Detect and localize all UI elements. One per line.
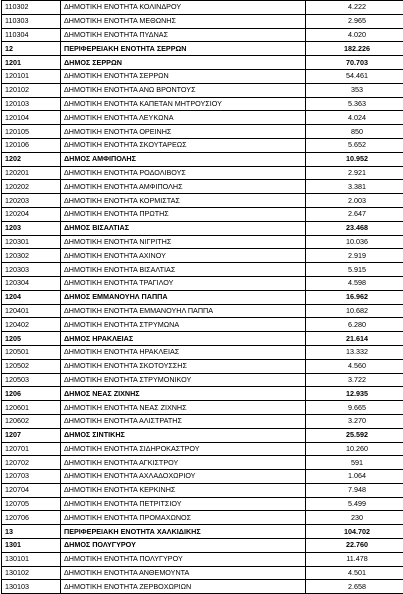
table-row (2, 1, 403, 15)
row-population: 2.647 (306, 207, 403, 221)
row-name: ΔΗΜΟΤΙΚΗ ΕΝΟΤΗΤΑ ΑΝΘΕΜΟΥΝΤΑ (61, 566, 306, 580)
row-population: 4.560 (306, 359, 403, 373)
row-population: 850 (306, 125, 403, 139)
row-population: 2.658 (306, 580, 403, 594)
row-name: ΔΗΜΟΤΙΚΗ ΕΝΟΤΗΤΑ ΣΚΟΤΟΥΣΣΗΣ (61, 359, 306, 373)
row-population: 6.280 (306, 318, 403, 332)
row-name: ΔΗΜΟΤΙΚΗ ΕΝΟΤΗΤΑ ΣΕΡΡΩΝ (61, 69, 306, 83)
row-population: 10.036 (306, 235, 403, 249)
row-population: 2.919 (306, 249, 403, 263)
row-code: 120601 (2, 401, 61, 415)
table-row (2, 249, 403, 263)
row-population: 25.592 (306, 428, 403, 442)
row-code: 130101 (2, 552, 61, 566)
row-code: 1207 (2, 428, 61, 442)
row-name: ΔΗΜΟΤΙΚΗ ΕΝΟΤΗΤΑ ΝΙΓΡΙΤΗΣ (61, 235, 306, 249)
row-population: 54.461 (306, 69, 403, 83)
row-code: 120703 (2, 470, 61, 484)
table-row (2, 442, 403, 456)
row-name: ΔΗΜΟΤΙΚΗ ΕΝΟΤΗΤΑ ΠΟΛΥΓΥΡΟΥ (61, 552, 306, 566)
table-row-subtotal (2, 332, 403, 346)
row-population: 104.702 (306, 525, 403, 539)
row-code: 110302 (2, 1, 61, 15)
table-row (2, 511, 403, 525)
row-population: 70.703 (306, 56, 403, 70)
row-name: ΔΗΜΟΣ ΗΡΑΚΛΕΙΑΣ (61, 332, 306, 346)
row-name: ΔΗΜΟΤΙΚΗ ΕΝΟΤΗΤΑ ΚΟΡΜΙΣΤΑΣ (61, 194, 306, 208)
row-name: ΠΕΡΙΦΕΡΕΙΑΚΗ ΕΝΟΤΗΤΑ ΧΑΛΚΙΔΙΚΗΣ (61, 525, 306, 539)
row-name: ΔΗΜΟΣ ΝΕΑΣ ΖΙΧΝΗΣ (61, 387, 306, 401)
table-row-subtotal (2, 221, 403, 235)
population-table (1, 0, 403, 594)
table-row (2, 304, 403, 318)
row-name: ΔΗΜΟΣ ΣΕΡΡΩΝ (61, 56, 306, 70)
row-population: 5.915 (306, 263, 403, 277)
row-population: 4.024 (306, 111, 403, 125)
table-row (2, 401, 403, 415)
row-name: ΔΗΜΟΤΙΚΗ ΕΝΟΤΗΤΑ ΑΧΛΑΔΟΧΩΡΙΟΥ (61, 470, 306, 484)
row-code: 1301 (2, 539, 61, 553)
table-row-subtotal (2, 290, 403, 304)
row-code: 110303 (2, 14, 61, 28)
row-population: 10.952 (306, 152, 403, 166)
table-row (2, 69, 403, 83)
row-name: ΔΗΜΟΤΙΚΗ ΕΝΟΤΗΤΑ ΑΧΙΝΟΥ (61, 249, 306, 263)
row-code: 120104 (2, 111, 61, 125)
row-name: ΔΗΜΟΤΙΚΗ ΕΝΟΤΗΤΑ ΜΕΘΩΝΗΣ (61, 14, 306, 28)
row-population: 4.222 (306, 1, 403, 15)
row-code: 120201 (2, 166, 61, 180)
row-name: ΔΗΜΟΣ ΠΟΛΥΓΥΡΟΥ (61, 539, 306, 553)
table-row-subtotal (2, 539, 403, 553)
row-code: 120705 (2, 497, 61, 511)
row-name: ΔΗΜΟΤΙΚΗ ΕΝΟΤΗΤΑ ΟΡΕΙΝΗΣ (61, 125, 306, 139)
row-code: 120501 (2, 345, 61, 359)
row-code: 1206 (2, 387, 61, 401)
row-name: ΔΗΜΟΤΙΚΗ ΕΝΟΤΗΤΑ ΤΡΑΓΙΛΟΥ (61, 276, 306, 290)
row-population: 3.722 (306, 373, 403, 387)
table-row (2, 111, 403, 125)
row-code: 120701 (2, 442, 61, 456)
row-population: 16.962 (306, 290, 403, 304)
row-name: ΔΗΜΟΤΙΚΗ ΕΝΟΤΗΤΑ ΠΡΩΤΗΣ (61, 207, 306, 221)
row-name: ΔΗΜΟΤΙΚΗ ΕΝΟΤΗΤΑ ΗΡΑΚΛΕΙΑΣ (61, 345, 306, 359)
row-population: 3.270 (306, 414, 403, 428)
row-population: 10.260 (306, 442, 403, 456)
table-row (2, 318, 403, 332)
row-code: 1203 (2, 221, 61, 235)
row-code: 110304 (2, 28, 61, 42)
row-code: 120401 (2, 304, 61, 318)
row-population: 7.948 (306, 483, 403, 497)
row-code: 120301 (2, 235, 61, 249)
row-population: 22.760 (306, 539, 403, 553)
row-population: 12.935 (306, 387, 403, 401)
row-code: 120302 (2, 249, 61, 263)
row-name: ΔΗΜΟΤΙΚΗ ΕΝΟΤΗΤΑ ΒΙΣΑΛΤΙΑΣ (61, 263, 306, 277)
row-name: ΔΗΜΟΤΙΚΗ ΕΝΟΤΗΤΑ ΚΑΠΕΤΑΝ ΜΗΤΡΟΥΣΙΟΥ (61, 97, 306, 111)
row-code: 1204 (2, 290, 61, 304)
table-row (2, 456, 403, 470)
table-row (2, 138, 403, 152)
row-population: 1.064 (306, 470, 403, 484)
row-population: 182.226 (306, 42, 403, 56)
table-row (2, 97, 403, 111)
table-row (2, 125, 403, 139)
row-code: 120704 (2, 483, 61, 497)
table-row-subtotal (2, 56, 403, 70)
row-code: 13 (2, 525, 61, 539)
row-code: 120702 (2, 456, 61, 470)
table-row-subtotal (2, 152, 403, 166)
row-name: ΔΗΜΟΤΙΚΗ ΕΝΟΤΗΤΑ ΕΜΜΑΝΟΥΗΛ ΠΑΠΠΑ (61, 304, 306, 318)
row-name: ΔΗΜΟΤΙΚΗ ΕΝΟΤΗΤΑ ΑΜΦΙΠΟΛΗΣ (61, 180, 306, 194)
row-name: ΔΗΜΟΣ ΣΙΝΤΙΚΗΣ (61, 428, 306, 442)
row-population: 5.363 (306, 97, 403, 111)
table-row-subtotal (2, 428, 403, 442)
table-row (2, 166, 403, 180)
row-code: 130103 (2, 580, 61, 594)
row-name: ΔΗΜΟΤΙΚΗ ΕΝΟΤΗΤΑ ΣΙΔΗΡΟΚΑΣΤΡΟΥ (61, 442, 306, 456)
row-name: ΔΗΜΟΤΙΚΗ ΕΝΟΤΗΤΑ ΚΕΡΚΙΝΗΣ (61, 483, 306, 497)
table-row-subtotal (2, 525, 403, 539)
table-row (2, 14, 403, 28)
table-row (2, 359, 403, 373)
row-population: 5.499 (306, 497, 403, 511)
table-row (2, 414, 403, 428)
table-row (2, 180, 403, 194)
table-row (2, 470, 403, 484)
row-name: ΔΗΜΟΣ ΕΜΜΑΝΟΥΗΛ ΠΑΠΠΑ (61, 290, 306, 304)
row-name: ΔΗΜΟΤΙΚΗ ΕΝΟΤΗΤΑ ΑΛΙΣΤΡΑΤΗΣ (61, 414, 306, 428)
row-name: ΔΗΜΟΤΙΚΗ ΕΝΟΤΗΤΑ ΠΡΟΜΑΧΩΝΟΣ (61, 511, 306, 525)
row-code: 120706 (2, 511, 61, 525)
row-code: 120101 (2, 69, 61, 83)
row-name: ΔΗΜΟΤΙΚΗ ΕΝΟΤΗΤΑ ΡΟΔΟΛΙΒΟΥΣ (61, 166, 306, 180)
row-code: 130102 (2, 566, 61, 580)
row-population: 9.665 (306, 401, 403, 415)
table-row (2, 28, 403, 42)
row-code: 120304 (2, 276, 61, 290)
row-code: 120402 (2, 318, 61, 332)
row-population: 10.682 (306, 304, 403, 318)
table-row (2, 345, 403, 359)
table-row-subtotal (2, 42, 403, 56)
table-row (2, 373, 403, 387)
table-row (2, 552, 403, 566)
row-code: 120502 (2, 359, 61, 373)
table-body (2, 1, 403, 594)
row-population: 230 (306, 511, 403, 525)
table-row (2, 194, 403, 208)
row-population: 591 (306, 456, 403, 470)
table-row-subtotal (2, 387, 403, 401)
row-name: ΔΗΜΟΤΙΚΗ ΕΝΟΤΗΤΑ ΚΟΛΙΝΔΡΟΥ (61, 1, 306, 15)
table-row (2, 497, 403, 511)
row-population: 4.020 (306, 28, 403, 42)
row-population: 2.921 (306, 166, 403, 180)
row-population: 3.381 (306, 180, 403, 194)
row-code: 12 (2, 42, 61, 56)
row-code: 120103 (2, 97, 61, 111)
row-population: 23.468 (306, 221, 403, 235)
row-code: 120106 (2, 138, 61, 152)
table-row (2, 580, 403, 594)
row-population: 2.003 (306, 194, 403, 208)
row-population: 5.652 (306, 138, 403, 152)
row-code: 120202 (2, 180, 61, 194)
row-name: ΔΗΜΟΤΙΚΗ ΕΝΟΤΗΤΑ ΑΝΩ ΒΡΟΝΤΟΥΣ (61, 83, 306, 97)
row-population: 13.332 (306, 345, 403, 359)
row-name: ΔΗΜΟΤΙΚΗ ΕΝΟΤΗΤΑ ΣΤΡΥΜΩΝΑ (61, 318, 306, 332)
row-code: 1202 (2, 152, 61, 166)
row-code: 120105 (2, 125, 61, 139)
row-name: ΔΗΜΟΤΙΚΗ ΕΝΟΤΗΤΑ ΣΤΡΥΜΟΝΙΚΟΥ (61, 373, 306, 387)
row-name: ΠΕΡΙΦΕΡΕΙΑΚΗ ΕΝΟΤΗΤΑ ΣΕΡΡΩΝ (61, 42, 306, 56)
row-name: ΔΗΜΟΤΙΚΗ ΕΝΟΤΗΤΑ ΛΕΥΚΩΝΑ (61, 111, 306, 125)
row-code: 120503 (2, 373, 61, 387)
row-name: ΔΗΜΟΤΙΚΗ ΕΝΟΤΗΤΑ ΖΕΡΒΟΧΩΡΙΩΝ (61, 580, 306, 594)
row-population: 353 (306, 83, 403, 97)
row-code: 1205 (2, 332, 61, 346)
table-row (2, 207, 403, 221)
row-name: ΔΗΜΟΤΙΚΗ ΕΝΟΤΗΤΑ ΝΕΑΣ ΖΙΧΝΗΣ (61, 401, 306, 415)
table-row (2, 83, 403, 97)
row-code: 1201 (2, 56, 61, 70)
row-code: 120204 (2, 207, 61, 221)
row-name: ΔΗΜΟΤΙΚΗ ΕΝΟΤΗΤΑ ΣΚΟΥΤΑΡΕΩΣ (61, 138, 306, 152)
row-population: 21.614 (306, 332, 403, 346)
row-population: 4.501 (306, 566, 403, 580)
row-population: 4.598 (306, 276, 403, 290)
row-name: ΔΗΜΟΤΙΚΗ ΕΝΟΤΗΤΑ ΠΥΔΝΑΣ (61, 28, 306, 42)
row-code: 120203 (2, 194, 61, 208)
table-row (2, 276, 403, 290)
row-name: ΔΗΜΟΤΙΚΗ ΕΝΟΤΗΤΑ ΠΕΤΡΙΤΣΙΟΥ (61, 497, 306, 511)
table-row (2, 483, 403, 497)
row-name: ΔΗΜΟΣ ΑΜΦΙΠΟΛΗΣ (61, 152, 306, 166)
table-row (2, 263, 403, 277)
row-population: 2.965 (306, 14, 403, 28)
table-row (2, 235, 403, 249)
row-population: 11.478 (306, 552, 403, 566)
row-code: 120602 (2, 414, 61, 428)
table-row (2, 566, 403, 580)
row-name: ΔΗΜΟΣ ΒΙΣΑΛΤΙΑΣ (61, 221, 306, 235)
row-name: ΔΗΜΟΤΙΚΗ ΕΝΟΤΗΤΑ ΑΓΚΙΣΤΡΟΥ (61, 456, 306, 470)
row-code: 120102 (2, 83, 61, 97)
row-code: 120303 (2, 263, 61, 277)
